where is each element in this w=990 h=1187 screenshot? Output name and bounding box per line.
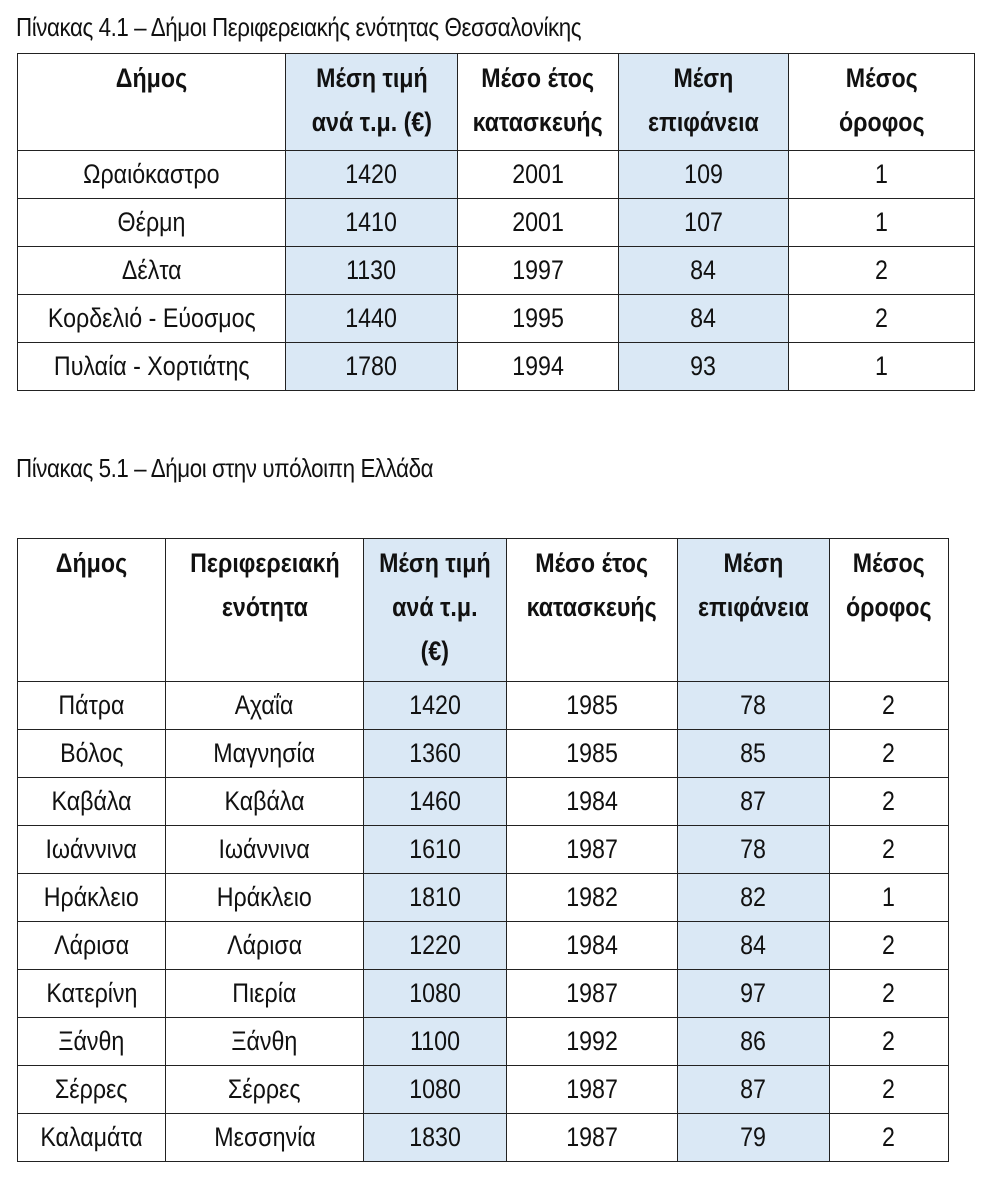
cell-municipality: Πυλαία - Χορτιάτης [18, 343, 286, 391]
cell-avg-year: 1987 [507, 826, 678, 874]
cell-regional-unit: Ιωάννινα [166, 826, 364, 874]
cell-avg-area: 84 [619, 295, 789, 343]
table2-caption: Πίνακας 5.1 – Δήμοι στην υπόλοιπη Ελλάδα [16, 453, 434, 483]
cell-avg-year: 1985 [507, 682, 678, 730]
cell-avg-year: 1987 [507, 1114, 678, 1162]
cell-municipality: Καλαμάτα [18, 1114, 166, 1162]
cell-avg-year: 1982 [507, 874, 678, 922]
cell-regional-unit: Ηράκλειο [166, 874, 364, 922]
col-header-municipality: Δήμος [18, 539, 166, 682]
cell-avg-floor: 1 [830, 874, 949, 922]
cell-avg-area: 107 [619, 199, 789, 247]
cell-avg-year: 1987 [507, 1066, 678, 1114]
cell-avg-floor: 2 [830, 1066, 949, 1114]
cell-regional-unit: Λάρισα [166, 922, 364, 970]
table-row [18, 922, 949, 970]
cell-avg-area: 84 [619, 247, 789, 295]
cell-municipality: Πάτρα [18, 682, 166, 730]
col-header-avg-floor: Μέσος όροφος [830, 539, 949, 682]
cell-avg-year: 1984 [507, 922, 678, 970]
cell-avg-price: 1780 [286, 343, 458, 391]
cell-avg-year: 1984 [507, 778, 678, 826]
cell-municipality: Λάρισα [18, 922, 166, 970]
cell-municipality: Βόλος [18, 730, 166, 778]
cell-avg-price: 1100 [364, 1018, 507, 1066]
col-header-avg-area: Μέση επιφάνεια [678, 539, 830, 682]
table-row [18, 247, 975, 295]
municipalities-rest-of-greece-table [17, 538, 949, 1162]
cell-municipality: Ξάνθη [18, 1018, 166, 1066]
cell-avg-area: 97 [678, 970, 830, 1018]
cell-avg-price: 1830 [364, 1114, 507, 1162]
cell-avg-price: 1810 [364, 874, 507, 922]
cell-avg-price: 1410 [286, 199, 458, 247]
cell-avg-floor: 2 [830, 1114, 949, 1162]
cell-municipality: Δέλτα [18, 247, 286, 295]
table-row [18, 1066, 949, 1114]
cell-municipality: Θέρμη [18, 199, 286, 247]
col-header-regional-unit: Περιφερειακή ενότητα [166, 539, 364, 682]
table-row [18, 970, 949, 1018]
cell-avg-floor: 1 [789, 151, 975, 199]
cell-avg-price: 1460 [364, 778, 507, 826]
cell-avg-floor: 2 [830, 826, 949, 874]
cell-avg-year: 1994 [458, 343, 619, 391]
cell-avg-year: 1987 [507, 970, 678, 1018]
cell-avg-year: 1995 [458, 295, 619, 343]
cell-municipality: Κορδελιό - Εύοσμος [18, 295, 286, 343]
cell-avg-floor: 2 [830, 922, 949, 970]
cell-avg-year: 2001 [458, 199, 619, 247]
col-header-avg-price: Μέση τιμή ανά τ.μ. (€) [364, 539, 507, 682]
cell-avg-area: 87 [678, 778, 830, 826]
cell-municipality: Κατερίνη [18, 970, 166, 1018]
table-row [18, 1018, 949, 1066]
cell-avg-year: 1997 [458, 247, 619, 295]
cell-avg-area: 109 [619, 151, 789, 199]
cell-regional-unit: Καβάλα [166, 778, 364, 826]
cell-avg-floor: 2 [830, 682, 949, 730]
cell-avg-floor: 2 [830, 778, 949, 826]
cell-municipality: Ωραιόκαστρο [18, 151, 286, 199]
table-header-row [18, 539, 949, 682]
cell-municipality: Καβάλα [18, 778, 166, 826]
cell-avg-area: 85 [678, 730, 830, 778]
table-row [18, 151, 975, 199]
table-row [18, 295, 975, 343]
cell-avg-price: 1440 [286, 295, 458, 343]
cell-avg-area: 82 [678, 874, 830, 922]
cell-avg-area: 78 [678, 826, 830, 874]
cell-avg-price: 1130 [286, 247, 458, 295]
cell-avg-floor: 2 [830, 730, 949, 778]
cell-avg-price: 1420 [364, 682, 507, 730]
cell-avg-area: 87 [678, 1066, 830, 1114]
cell-avg-floor: 1 [789, 199, 975, 247]
cell-avg-floor: 2 [789, 295, 975, 343]
cell-avg-floor: 2 [830, 1018, 949, 1066]
cell-avg-area: 79 [678, 1114, 830, 1162]
cell-avg-price: 1420 [286, 151, 458, 199]
cell-municipality: Ηράκλειο [18, 874, 166, 922]
cell-avg-price: 1080 [364, 970, 507, 1018]
cell-avg-area: 86 [678, 1018, 830, 1066]
cell-avg-year: 1992 [507, 1018, 678, 1066]
cell-municipality: Σέρρες [18, 1066, 166, 1114]
col-header-avg-year: Μέσο έτος κατασκευής [507, 539, 678, 682]
cell-avg-area: 93 [619, 343, 789, 391]
cell-regional-unit: Μεσσηνία [166, 1114, 364, 1162]
cell-regional-unit: Αχαΐα [166, 682, 364, 730]
table-row [18, 874, 949, 922]
cell-avg-floor: 2 [789, 247, 975, 295]
table-row [18, 1114, 949, 1162]
cell-regional-unit: Σέρρες [166, 1066, 364, 1114]
cell-avg-area: 84 [678, 922, 830, 970]
cell-regional-unit: Μαγνησία [166, 730, 364, 778]
col-header-avg-floor: Μέσος όροφος [789, 54, 975, 151]
table-row [18, 730, 949, 778]
cell-avg-price: 1080 [364, 1066, 507, 1114]
cell-avg-area: 78 [678, 682, 830, 730]
cell-avg-year: 1985 [507, 730, 678, 778]
col-header-avg-year: Μέσο έτος κατασκευής [458, 54, 619, 151]
col-header-avg-price: Μέση τιμή ανά τ.μ. (€) [286, 54, 458, 151]
cell-avg-year: 2001 [458, 151, 619, 199]
table-row [18, 343, 975, 391]
cell-avg-floor: 1 [789, 343, 975, 391]
cell-regional-unit: Πιερία [166, 970, 364, 1018]
cell-avg-price: 1220 [364, 922, 507, 970]
municipalities-thessaloniki-table [17, 53, 975, 391]
table1-caption: Πίνακας 4.1 – Δήμοι Περιφερειακής ενότητας Θεσσαλονίκης [16, 12, 582, 42]
table-row [18, 778, 949, 826]
cell-avg-floor: 2 [830, 970, 949, 1018]
cell-avg-price: 1360 [364, 730, 507, 778]
table-row [18, 682, 949, 730]
table-header-row [18, 54, 975, 151]
col-header-municipality: Δήμος [18, 54, 286, 151]
col-header-avg-area: Μέση επιφάνεια [619, 54, 789, 151]
table-row [18, 826, 949, 874]
cell-municipality: Ιωάννινα [18, 826, 166, 874]
cell-avg-price: 1610 [364, 826, 507, 874]
cell-regional-unit: Ξάνθη [166, 1018, 364, 1066]
table-row [18, 199, 975, 247]
